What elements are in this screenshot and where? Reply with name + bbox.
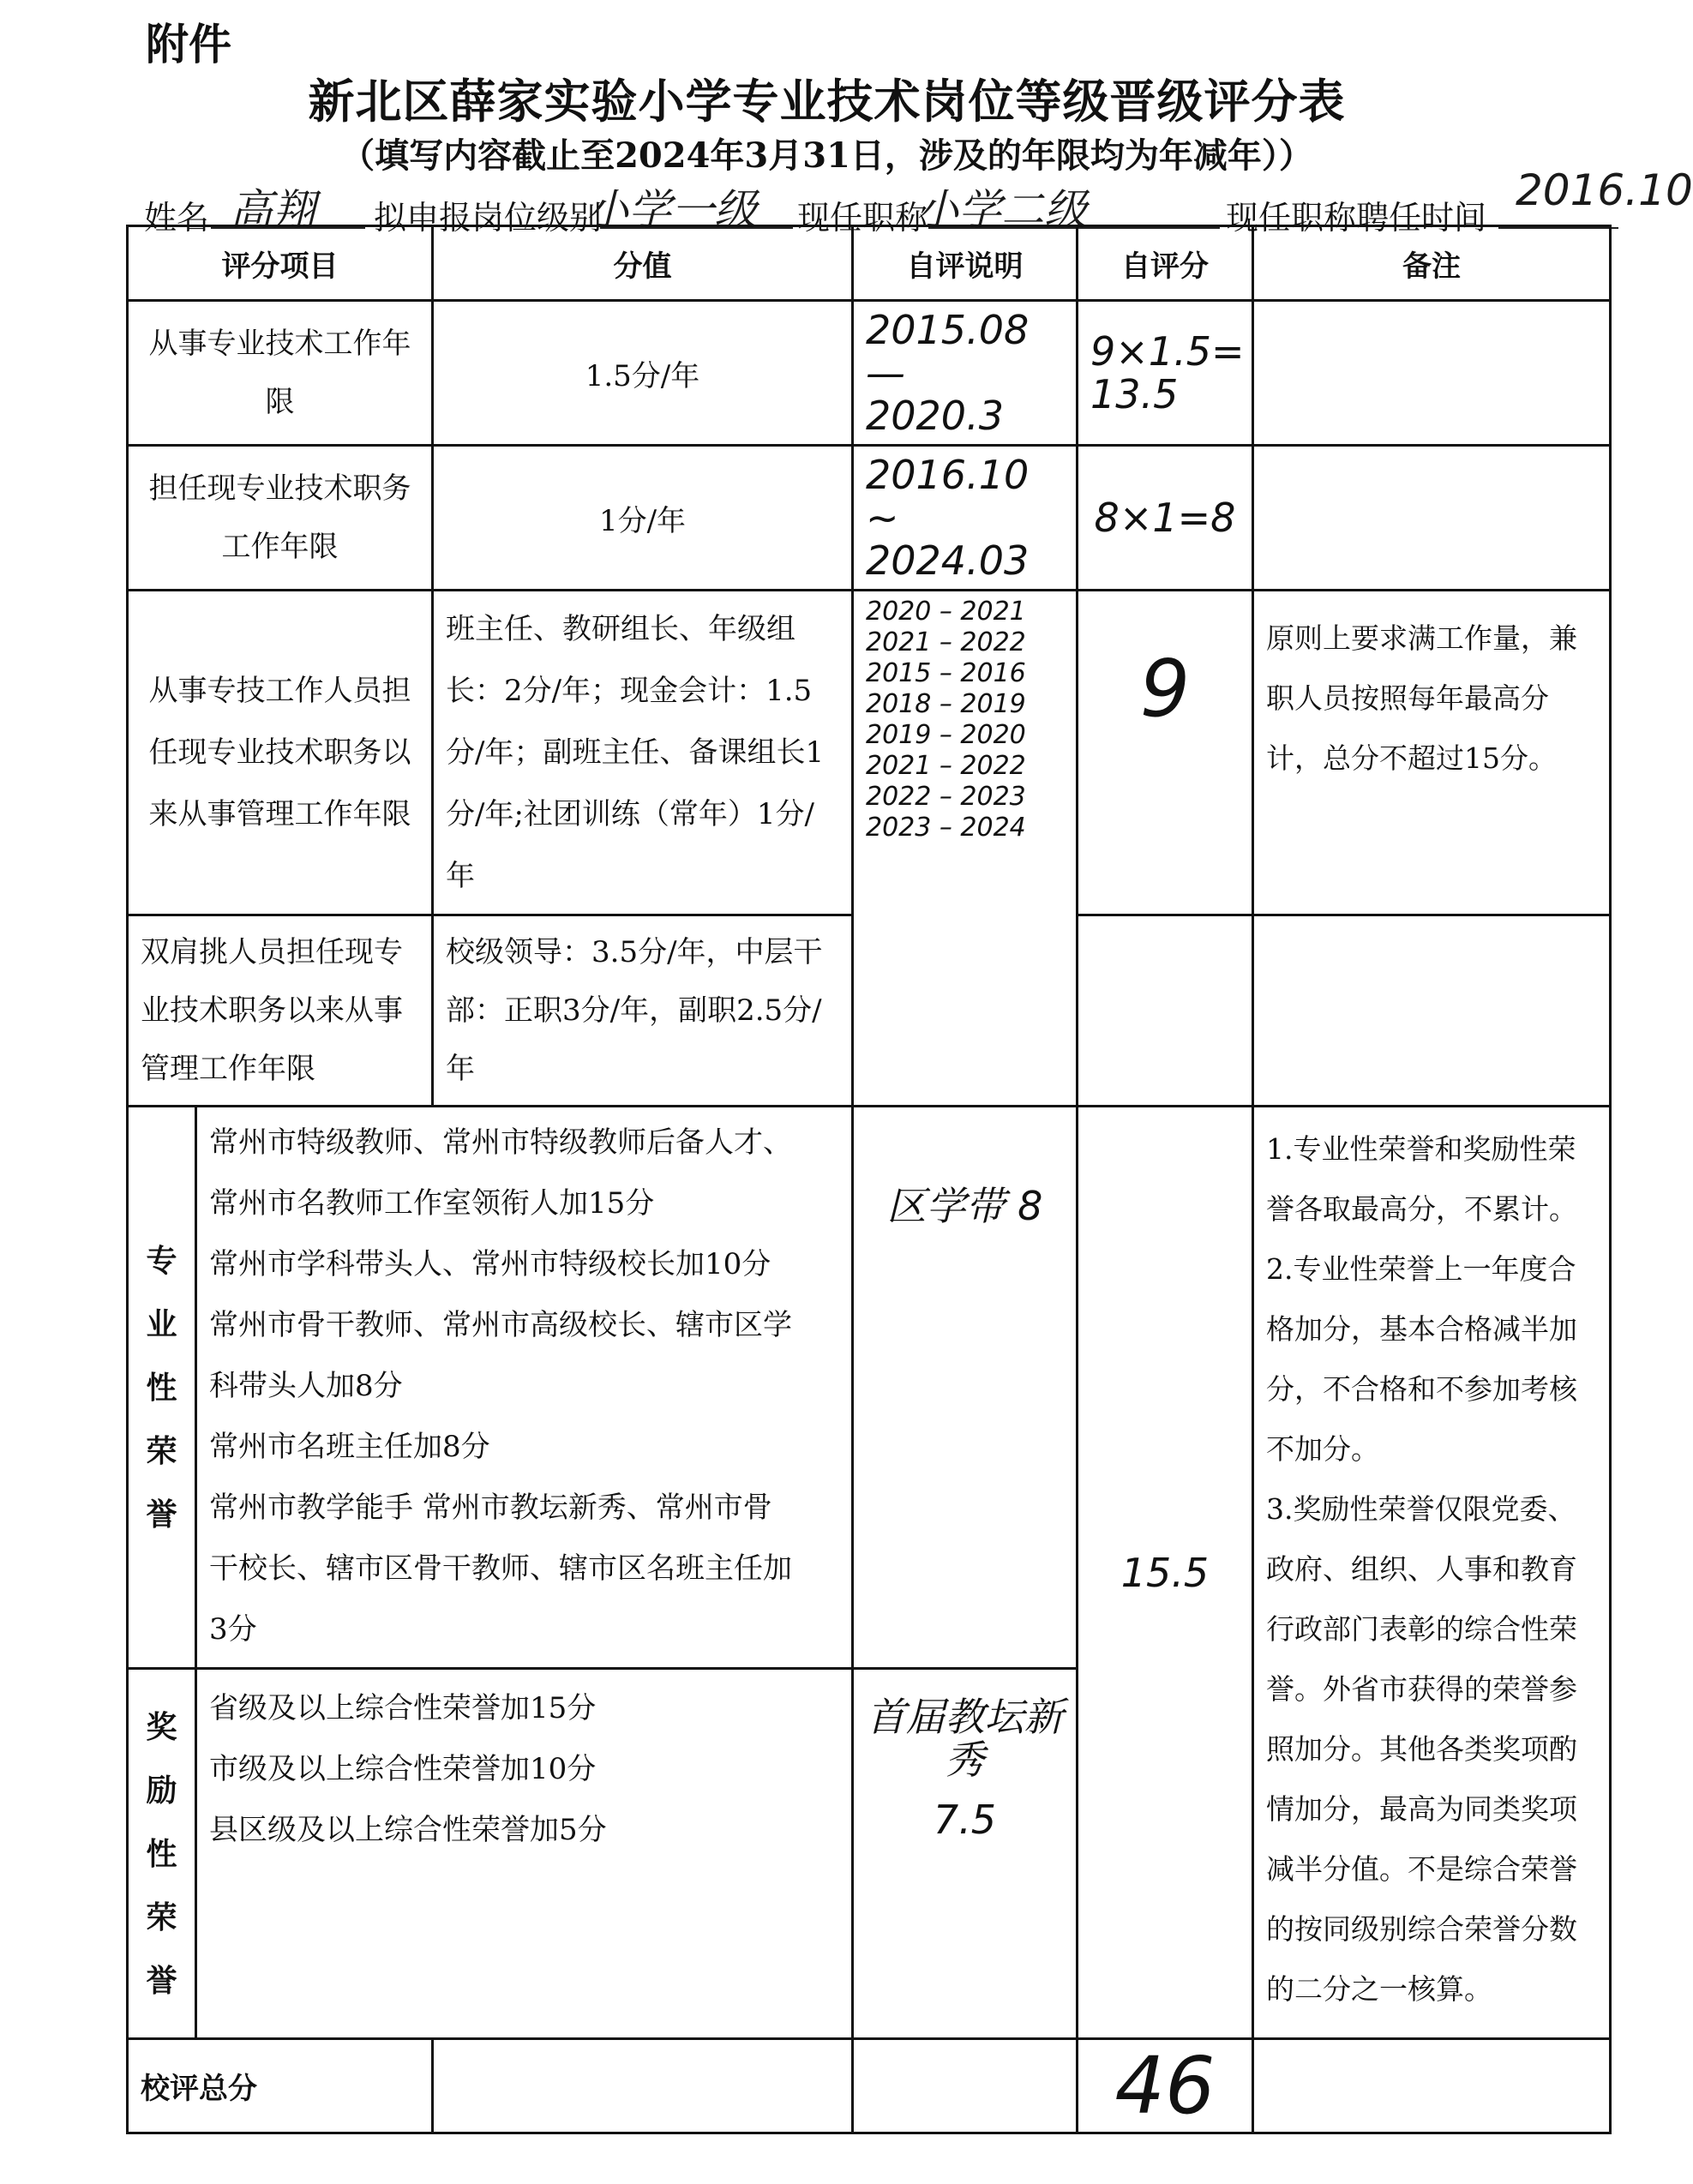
page-subtitle: （填写内容截止至2024年3月31日，涉及的年限均为年减年）） (340, 135, 1313, 176)
row3-score-value: 9 (1139, 643, 1191, 735)
row2-note-line: 2024.03 (866, 537, 1030, 584)
row2-score-value: 8×1=8 (1094, 495, 1236, 541)
reward-content (196, 1669, 853, 2039)
row2-note (853, 446, 1078, 591)
hire-date-label: 现任职称聘任时间 (1226, 199, 1487, 237)
post-value: 小学一级 (585, 185, 757, 235)
row1-score (1078, 301, 1253, 446)
row4-value: 校级领导：3.5分/年，中层干部：正职3分/年，副职2.5分/年 (433, 915, 853, 1107)
row2-note-line: 2016.10 ~ (866, 452, 1030, 541)
row1-value: 1.5分/年 (433, 301, 853, 446)
row3-note-line: 2020 – 2021 (866, 597, 1026, 627)
row3-remark: 原则上要求满工作量，兼职人员按照每年最高分计，总分不超过15分。 (1253, 591, 1611, 915)
honor-line: 常州市教学能手 常州市教坛新秀、常州市骨 (209, 1491, 772, 1525)
row3-item: 从事专技工作人员担任现专业技术职务以来从事管理工作年限 (128, 591, 433, 915)
total-row (128, 2039, 1611, 2133)
header-self-note: 自评说明 (853, 226, 1078, 301)
total-label: 校评总分 (128, 2039, 433, 2133)
total-value (433, 2039, 853, 2133)
honor-line: 3分 (209, 1612, 257, 1647)
honor-line: 科带头人加8分 (209, 1369, 403, 1403)
total-remark (1253, 2039, 1611, 2133)
row2-value: 1分/年 (433, 446, 853, 591)
total-score-value: 46 (1114, 2040, 1216, 2132)
row3-note-line: 2023 – 2024 (866, 813, 1026, 843)
title-label: 现任职称 (797, 199, 928, 237)
row4-item: 双肩挑人员担任现专业技术职务以来从事管理工作年限 (128, 915, 433, 1107)
row1-score-line: 13.5 (1090, 371, 1179, 417)
reward-line: 县区级及以上综合性荣誉加5分 (209, 1813, 607, 1847)
title-value: 小学二级 (916, 185, 1087, 235)
honor-note-value: 区学带 8 (886, 1183, 1043, 1229)
reward-note-line: 首届教坛新秀 (866, 1694, 1064, 1783)
honor-group-text: 专业性荣誉 (146, 1242, 177, 1533)
table-header-row (128, 226, 1611, 301)
row3-value: 班主任、教研组长、年级组长：2分/年；现金会计：1.5分/年；副班主任、备课组长1分/年;社团训练（常年）1分/年 (433, 591, 853, 915)
honor-score (1078, 1107, 1253, 2039)
row2-remark (1253, 446, 1611, 591)
table-row (128, 301, 1611, 446)
attachment-label: 附件 (146, 19, 231, 69)
honor-score-value: 15.5 (1120, 1549, 1210, 1596)
row1-note-line: 2020.3 (866, 393, 1004, 439)
page-title: 新北区薛家实验小学专业技术岗位等级晋级评分表 (308, 74, 1346, 129)
reward-group-label (128, 1669, 196, 2039)
total-note (853, 2039, 1078, 2133)
row1-item: 从事专业技术工作年限 (128, 301, 433, 446)
honor-remark-line: 1.专业性荣誉和奖励性荣誉各取最高分，不累计。 (1266, 1132, 1577, 1226)
row3-score (1078, 591, 1253, 915)
scoring-table (126, 225, 1612, 2134)
name-label: 姓名 (144, 199, 210, 237)
table-row (128, 1107, 1611, 1669)
reward-line: 省级及以上综合性荣誉加15分 (209, 1691, 597, 1725)
honor-line: 常州市名教师工作室领衔人加15分 (209, 1186, 655, 1221)
header-value: 分值 (433, 226, 853, 301)
row3-note-line: 2018 – 2019 (866, 689, 1026, 719)
row1-score-line: 9×1.5= (1090, 328, 1245, 375)
honor-line: 常州市骨干教师、常州市高级校长、辖市区学 (209, 1308, 792, 1342)
row3-note-line: 2015 – 2016 (866, 658, 1026, 688)
header-item: 评分项目 (128, 226, 433, 301)
post-label: 拟申报岗位级别 (374, 199, 603, 237)
row3-note-line: 2019 – 2020 (866, 720, 1026, 750)
honor-line: 常州市名班主任加8分 (209, 1430, 490, 1464)
hire-date-value: 2016.10 (1516, 165, 1693, 215)
honor-group-label (128, 1107, 196, 1669)
reward-note-line: 7.5 (933, 1797, 997, 1843)
row3-note (853, 591, 1078, 1107)
honor-note (853, 1107, 1078, 1669)
table-row (128, 591, 1611, 915)
total-score (1078, 2039, 1253, 2133)
header-self-score: 自评分 (1078, 226, 1253, 301)
row2-item: 担任现专业技术职务工作年限 (128, 446, 433, 591)
honor-line: 干校长、辖市区骨干教师、辖市区名班主任加 (209, 1551, 792, 1586)
reward-line: 市级及以上综合性荣誉加10分 (209, 1752, 597, 1786)
reward-note (853, 1669, 1078, 2039)
row3-note-line: 2021 – 2022 (866, 751, 1026, 781)
honor-remark-line: 2.专业性荣誉上一年度合格加分，基本合格减半加分，不合格和不参加考核不加分。 (1266, 1252, 1577, 1466)
row4-score (1078, 915, 1253, 1107)
row1-note-line: 2015.08 — (866, 307, 1030, 396)
honor-line: 常州市学科带头人、常州市特级校长加10分 (209, 1247, 771, 1281)
row4-remark (1253, 915, 1611, 1107)
header-remark: 备注 (1253, 226, 1611, 301)
name-value: 高翔 (230, 185, 315, 235)
row2-score (1078, 446, 1253, 591)
row3-note-line: 2022 – 2023 (866, 782, 1026, 812)
reward-group-text: 奖励性荣誉 (146, 1708, 177, 1999)
honor-remark (1253, 1107, 1611, 2039)
row1-note (853, 301, 1078, 446)
row3-note-line: 2021 – 2022 (866, 627, 1026, 657)
honor-remark-line: 3.奖励性荣誉仅限党委、政府、组织、人事和教育行政部门表彰的综合性荣誉。外省市获得的荣誉参照加分。其他各类奖项酌情加分，最高为同类奖项减半分值。不是综合荣誉的按同级别综合荣誉分数的二分之一核算。 (1266, 1492, 1577, 2006)
row1-remark (1253, 301, 1611, 446)
honor-line: 常州市特级教师、常州市特级教师后备人才、 (209, 1125, 792, 1160)
honor-content (196, 1107, 853, 1669)
table-row (128, 446, 1611, 591)
